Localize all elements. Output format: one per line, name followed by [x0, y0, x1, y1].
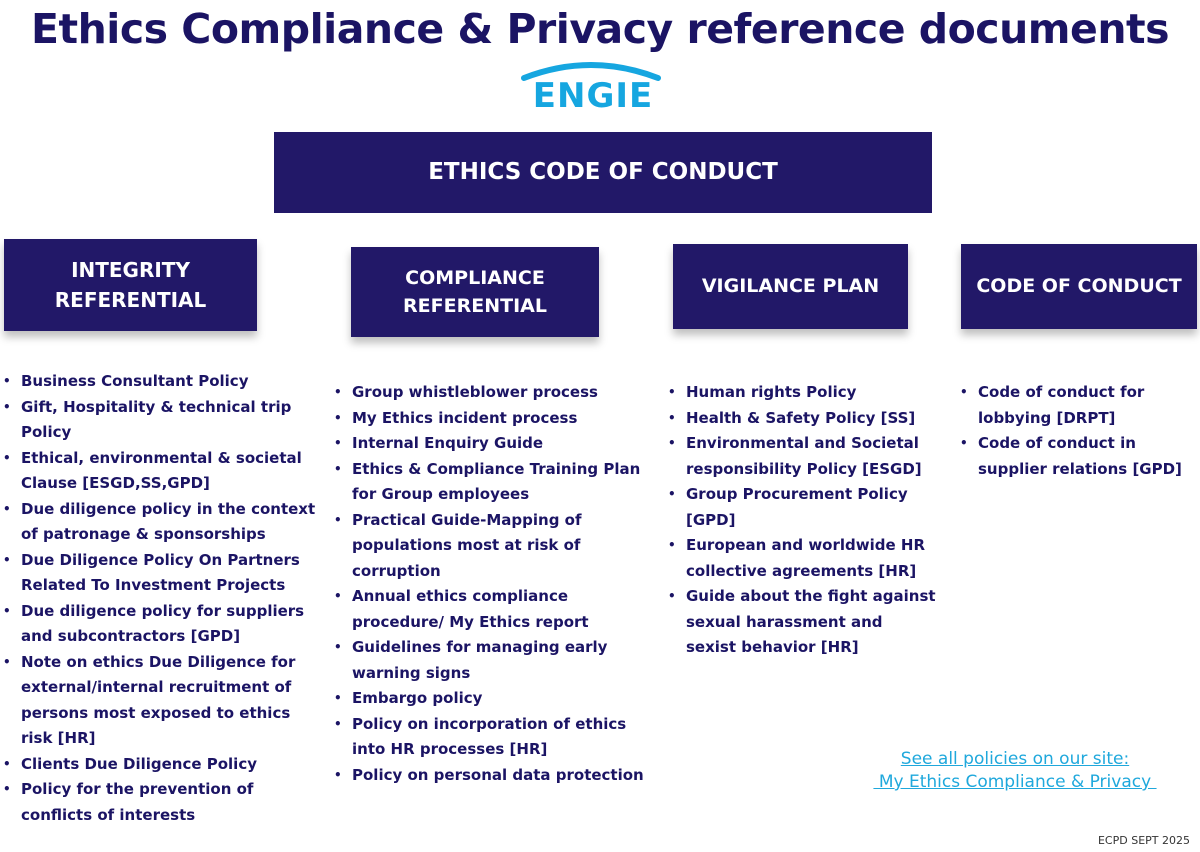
list-item: • Due diligence policy for suppliers and subcontractors [GPD]: [3, 599, 323, 650]
integrity-referential-heading: INTEGRITY REFERENTIAL: [54, 258, 207, 312]
list-item: • Policy on incorporation of ethics into HR processes [HR]: [334, 712, 644, 763]
list-item: • Group whistleblower process: [334, 380, 644, 406]
engie-logo: [516, 58, 666, 118]
logo-wordmark: ENGIE: [532, 76, 654, 116]
list-item: • Policy for the prevention of conflicts of interests: [3, 777, 323, 828]
code-of-conduct-list: [960, 380, 1200, 482]
site-link-line1[interactable]: See all policies on our site:: [900, 749, 1130, 769]
list-item: • Annual ethics compliance procedure/ My Ethics report: [334, 584, 644, 635]
code-of-conduct-box: [961, 244, 1197, 329]
site-link-line2[interactable]: My Ethics Compliance & Privacy: [873, 772, 1157, 792]
list-item: • Policy on personal data protection: [334, 763, 644, 789]
integrity-referential-list: [3, 369, 323, 828]
list-item: • Business Consultant Policy: [3, 369, 323, 395]
list-item: • Gift, Hospitality & technical trip Policy: [3, 395, 323, 446]
vigilance-plan-heading: VIGILANCE PLAN: [701, 274, 880, 297]
vigilance-plan-box: [673, 244, 908, 329]
vigilance-plan-list: [668, 380, 936, 661]
integrity-referential-box: [4, 239, 257, 331]
document-code: ECPD SEPT 2025: [1097, 834, 1190, 847]
list-item: • My Ethics incident process: [334, 406, 644, 432]
list-item: • Embargo policy: [334, 686, 644, 712]
compliance-referential-box: [351, 247, 599, 337]
list-item: • Guidelines for managing early warning signs: [334, 635, 644, 686]
list-item: • Ethical, environmental & societal Clause [ESGD,SS,GPD]: [3, 446, 323, 497]
list-item: • Human rights Policy: [668, 380, 936, 406]
list-item: • Note on ethics Due Diligence for external/internal recruitment of persons most exposed to ethics risk [HR]: [3, 650, 323, 752]
list-item: • Environmental and Societal responsibility Policy [ESGD]: [668, 431, 936, 482]
list-item: • Practical Guide-Mapping of populations most at risk of corruption: [334, 508, 644, 585]
list-item: • Guide about the fight against sexual harassment and sexist behavior [HR]: [668, 584, 936, 661]
list-item: • Health & Safety Policy [SS]: [668, 406, 936, 432]
list-item: • Clients Due Diligence Policy: [3, 752, 323, 778]
ethics-code-of-conduct-label: ETHICS CODE OF CONDUCT: [428, 158, 778, 185]
list-item: • European and worldwide HR collective agreements [HR]: [668, 533, 936, 584]
list-item: • Code of conduct for lobbying [DRPT]: [960, 380, 1200, 431]
code-of-conduct-heading: CODE OF CONDUCT: [976, 274, 1182, 297]
list-item: • Due Diligence Policy On Partners Related To Investment Projects: [3, 548, 323, 599]
list-item: • Due diligence policy in the context of patronage & sponsorships: [3, 497, 323, 548]
compliance-referential-list: [334, 380, 644, 788]
list-item: • Ethics & Compliance Training Plan for Group employees: [334, 457, 644, 508]
list-item: • Group Procurement Policy [GPD]: [668, 482, 936, 533]
list-item: • Internal Enquiry Guide: [334, 431, 644, 457]
ethics-code-of-conduct-box: [274, 132, 932, 213]
my-ethics-site-link[interactable]: [862, 748, 1168, 794]
page-title: Ethics Compliance & Privacy reference documents: [30, 5, 1170, 53]
list-item: • Code of conduct in supplier relations [GPD]: [960, 431, 1200, 482]
compliance-referential-heading: COMPLIANCE REFERENTIAL: [403, 267, 547, 317]
